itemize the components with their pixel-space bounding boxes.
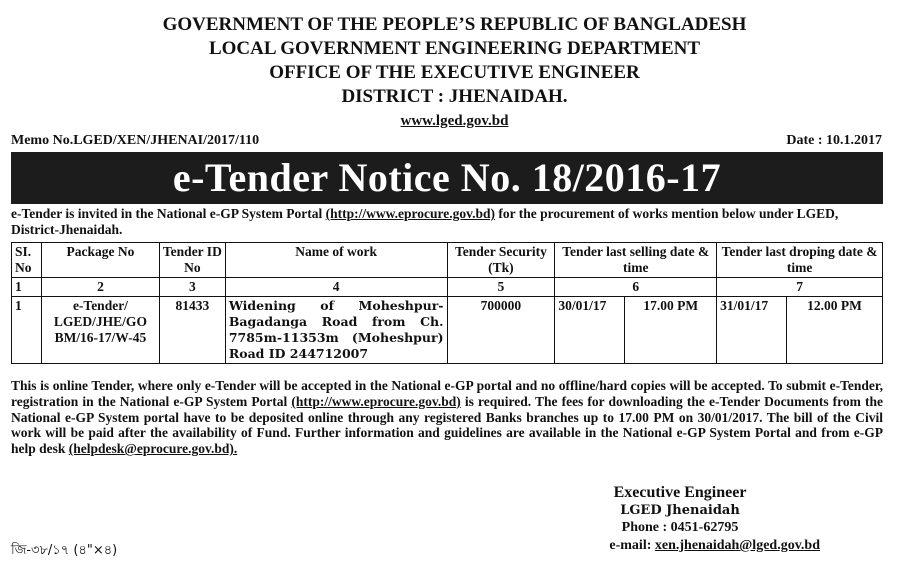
col-number: 5: [447, 278, 555, 297]
terms-paragraph: [11, 378, 883, 457]
notice-date: Date : 10.1.2017: [786, 133, 882, 148]
intro-after: for the procurement of works mention below under LGED, District-Jhenaidah.: [11, 206, 839, 237]
cell-sell-date: 30/01/17: [555, 297, 625, 364]
memo-number: Memo No.LGED/XEN/JHENAI/2017/110: [11, 133, 260, 148]
header-droping: Tender last droping date & time: [717, 243, 883, 278]
tender-table: [11, 242, 883, 364]
header-department: LOCAL GOVERNMENT ENGINEERING DEPARTMENT: [208, 38, 701, 59]
ad-code: জি-৩৮/১৭ (৪"×৪): [11, 543, 118, 558]
signatory-office: LGED Jhenaidah: [620, 503, 740, 518]
header-office: OFFICE OF THE EXECUTIVE ENGINEER: [269, 62, 640, 83]
header-district: DISTRICT : JHENAIDAH.: [341, 86, 568, 107]
terms-part2: is required. The fees for downloading the e-Tender Documents from the National e-GP System portal have to be deposited online through any registered Banks branches up to 17.00 PM on 30/01/2017. The bill of the Civil work will be paid after the availability of Fund. Further information and guidelines are available in the National e-GP System Portal and from e-GP help desk: [11, 393, 883, 457]
cell-security: 700000: [447, 297, 555, 364]
col-number: 6: [555, 278, 717, 297]
notice-title-banner: e-Tender Notice No. 18/2016-17: [11, 152, 883, 204]
signatory-email: [520, 538, 820, 554]
header-selling: Tender last selling date & time: [555, 243, 717, 278]
intro-text: [11, 206, 883, 238]
header-tender-id: Tender ID No: [159, 243, 225, 278]
table-number-row: [12, 278, 883, 297]
cell-work: Widening of Moheshpur-Bagadanga Road from Ch. 7785m-11353m (Moheshpur) Road ID 244712007: [225, 297, 447, 364]
cell-package: e-Tender/ LGED/JHE/GO BM/16-17/W-45: [41, 297, 159, 364]
header-work: Name of work: [225, 243, 447, 278]
signatory-title: Executive Engineer: [613, 484, 747, 501]
eprocure-link-2[interactable]: (http://www.eprocure.gov.bd): [291, 393, 461, 409]
col-number: 1: [12, 278, 42, 297]
eprocure-link[interactable]: (http://www.eprocure.gov.bd): [325, 206, 496, 221]
cell-sl: 1: [12, 297, 42, 364]
intro-before: e-Tender is invited in the National e-GP System Portal: [11, 206, 326, 221]
website-link[interactable]: www.lged.gov.bd: [400, 113, 509, 129]
table-row: [12, 297, 883, 364]
cell-drop-date: 31/01/17: [717, 297, 787, 364]
col-number: 2: [41, 278, 159, 297]
col-number: 3: [159, 278, 225, 297]
cell-sell-time: 17.00 PM: [625, 297, 717, 364]
helpdesk-email-link[interactable]: (helpdesk@eprocure.gov.bd).: [68, 441, 238, 457]
header-government: GOVERNMENT OF THE PEOPLE’S REPUBLIC OF BANGLADESH: [162, 14, 747, 35]
col-number: 7: [717, 278, 883, 297]
cell-tender-id: 81433: [159, 297, 225, 364]
terms-part1: This is online Tender, where only e-Tender will be accepted in the National e-GP portal and no offline/hard copies will be accepted. To submit e-Tender, registration in the National e-GP System Portal: [11, 378, 883, 409]
header-security: Tender Security (Tk): [447, 243, 555, 278]
col-number: 4: [225, 278, 447, 297]
signatory-phone: Phone : 0451-62795: [621, 520, 739, 535]
header-package: Package No: [41, 243, 159, 278]
table-header-row: [12, 243, 883, 278]
email-link[interactable]: xen.jhenaidah@lged.gov.bd: [654, 538, 820, 553]
cell-drop-time: 12.00 PM: [787, 297, 883, 364]
header-sl: SI. No: [12, 243, 42, 278]
email-label: e-mail:: [609, 538, 655, 553]
